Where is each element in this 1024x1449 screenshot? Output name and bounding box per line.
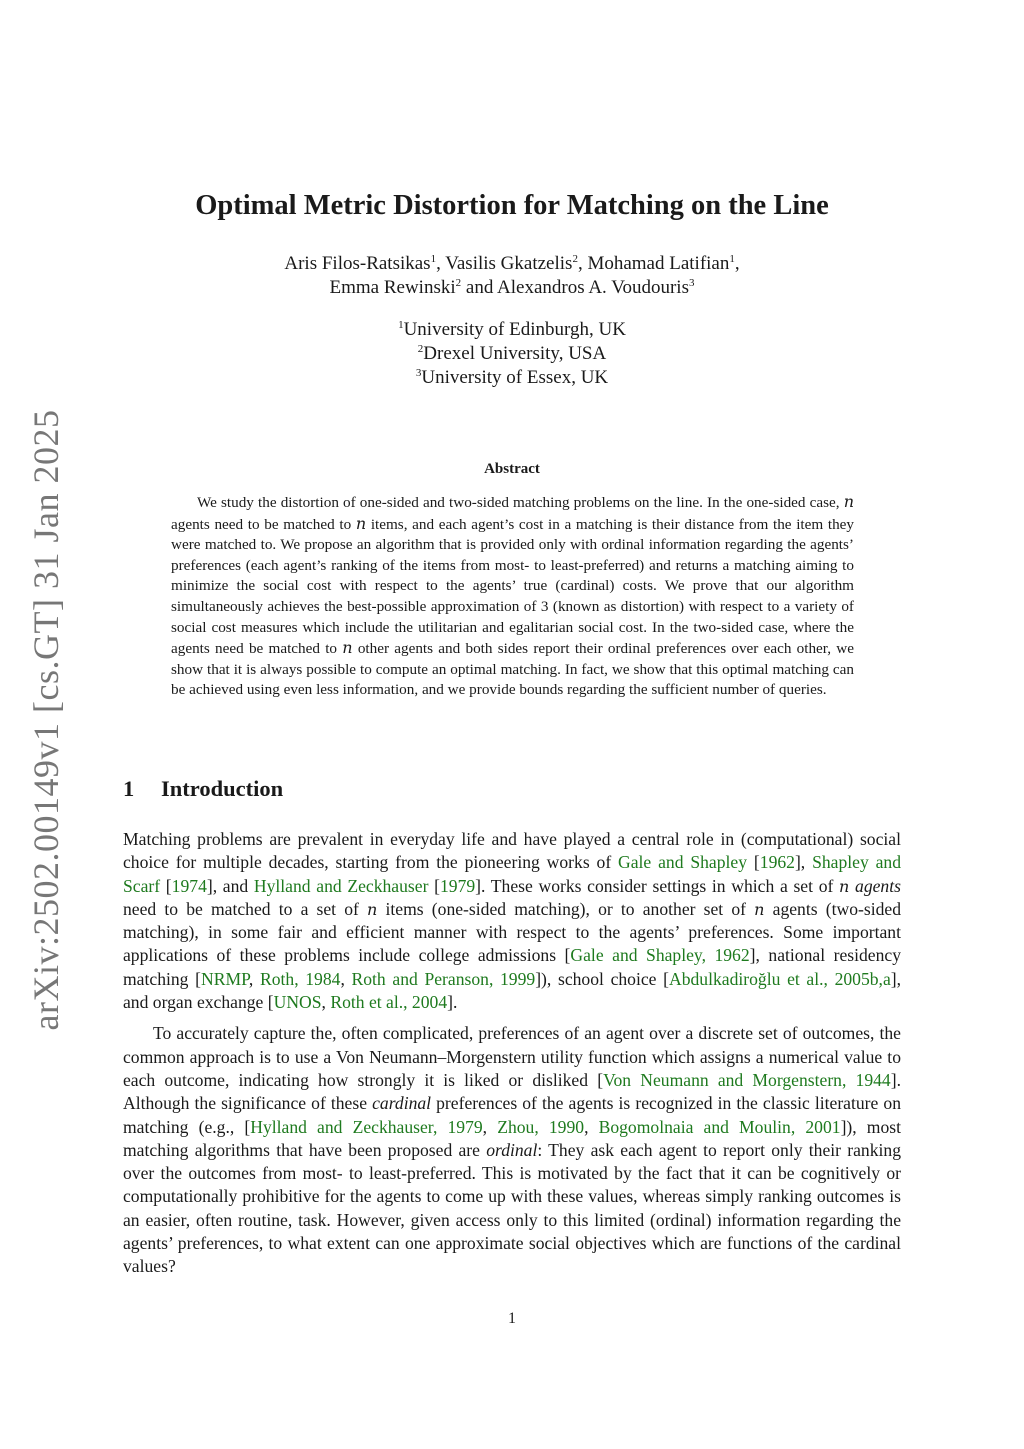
- paragraph: [123, 1022, 901, 1278]
- affiliation-name: University of Edinburgh, UK: [403, 319, 626, 340]
- citation-link[interactable]: Abdulkadiroğlu et al., 2005b,a: [669, 968, 891, 989]
- author-list: [0, 252, 1024, 300]
- text: ]. These works consider settings in which a set of: [475, 875, 840, 896]
- citation-link[interactable]: UNOS: [273, 992, 322, 1013]
- citation-link[interactable]: Roth et al., 2004: [330, 992, 448, 1013]
- affiliation-number: 3: [415, 367, 422, 379]
- citation-link[interactable]: Shapley and Scarf: [123, 852, 902, 896]
- text: ], national residency matching [: [123, 945, 901, 989]
- text: ,: [340, 968, 352, 989]
- citation-link[interactable]: 1974: [171, 875, 207, 896]
- section-title: Introduction: [161, 776, 284, 801]
- text: Matching problems are prevalent in everyday life and have played a central role in (computational) social choice for multiple decades, starting from the pioneering works of: [123, 829, 901, 873]
- text: ,: [248, 968, 260, 989]
- abstract-text: items, and each agent’s cost in a matching is their distance from the item they were matched to. We propose an algorithm that is provided only with ordinal information regarding the agents’ preferences (each agent’s ranking of the items from most- to least-preferred) and returns a matching aiming to minimize the social cost with respect to the agents’ true (cardinal) costs. We prove that our algorithm simultaneously achieves the best-possible approximation of 3 (known as distortion) with respect to a variety of social cost measures which include the utilitarian and egalitarian social cost. In the two-sided case, where the agents need be matched to: [171, 515, 855, 658]
- abstract-text: agents need to be matched to: [171, 515, 356, 533]
- text: ,: [482, 1116, 498, 1137]
- math-variable: n: [843, 492, 854, 511]
- section-heading: [123, 776, 283, 802]
- text: agents (two-sided matching), in some fair and efficient manner with respect to the agents’ preferences. Some important applications of these problems include college admissions [: [123, 898, 901, 966]
- text: ]. Although the significance of these: [123, 1069, 901, 1114]
- affiliation-number: 2: [417, 343, 424, 355]
- citation-link[interactable]: Roth and Peranson, 1999: [351, 968, 536, 989]
- text: ].: [447, 992, 458, 1013]
- page-number: 1: [508, 1310, 516, 1327]
- text: ], and: [206, 875, 254, 896]
- emphasis: ordinal: [486, 1139, 538, 1160]
- author-name: Aris Filos-Ratsikas: [284, 253, 431, 274]
- text: : They ask each agent to report only their ranking over the outcomes from most- to least-preferred. This is motivated by the fact that it can be cognitively or computationally prohibitive for the agents to come up with these values, whereas simply ranking outcomes is an easier, often routine, task. However, given access only to this limited (ordinal) information regarding the agents’ preferences, to what extent can one approximate social objectives which are functions of the cardinal values?: [123, 1139, 901, 1277]
- citation-link[interactable]: Bogomolnaia and Moulin, 2001: [598, 1116, 841, 1137]
- text: ,: [321, 992, 331, 1013]
- citation-link[interactable]: Gale and Shapley, 1962: [570, 945, 750, 966]
- author-separator: and: [461, 277, 498, 298]
- abstract-text: other agents and both sides report their ordinal preferences over each other, we show that it is always possible to compute an optimal matching. In fact, we show that this optimal matching can be achieved using even less information, and we provide bounds regarding the sufficient number of queries.: [171, 640, 854, 699]
- affiliation-name: University of Essex, UK: [421, 367, 609, 388]
- paper-title: Optimal Metric Distortion for Matching on the Line: [195, 190, 829, 221]
- affiliation-number: 1: [398, 319, 404, 331]
- author-name: Mohamad Latifian: [587, 253, 730, 274]
- author-separator: ,: [734, 253, 740, 274]
- citation-link[interactable]: NRMP: [201, 968, 249, 989]
- emphasis: cardinal: [372, 1093, 432, 1114]
- author-separator: ,: [577, 253, 588, 274]
- citation-link[interactable]: Von Neumann and Morgenstern, 1944: [603, 1069, 891, 1090]
- citation-link[interactable]: Zhou, 1990: [497, 1116, 585, 1137]
- text: [: [160, 875, 172, 896]
- citation-link[interactable]: Hylland and Zeckhauser: [253, 875, 429, 896]
- math-variable: n: [355, 513, 367, 533]
- affiliation: [0, 366, 1024, 390]
- author-affiliation-mark: 2: [455, 277, 462, 289]
- citation-link[interactable]: 1962: [759, 852, 795, 873]
- author-affiliation-mark: 1: [430, 253, 437, 265]
- author-name: Emma Rewinski: [329, 277, 456, 298]
- text: ]), most matching algorithms that have been proposed are: [123, 1116, 902, 1160]
- affiliation: [0, 342, 1024, 366]
- author-affiliation-mark: 3: [688, 277, 695, 289]
- citation-link[interactable]: Gale and Shapley: [618, 852, 748, 873]
- abstract-heading: Abstract: [484, 461, 540, 477]
- text: [: [428, 875, 440, 896]
- text: ]), school choice [: [535, 968, 669, 989]
- author-name: Vasilis Gkatzelis: [445, 253, 573, 274]
- text: ], and organ exchange [: [123, 968, 902, 1013]
- math-variable: n: [839, 876, 850, 896]
- emphasis: agents: [849, 875, 901, 896]
- math-variable: n: [367, 899, 378, 919]
- arxiv-identifier: arXiv:2502.00149v1 [cs.GT] 31 Jan 2025: [26, 409, 66, 1031]
- text: preferences of the agents is recognized in the classic literature on matching (e.g., [: [123, 1093, 901, 1137]
- body-text: [123, 828, 901, 1287]
- author-affiliation-mark: 2: [572, 253, 578, 265]
- math-variable: n: [342, 638, 353, 658]
- author-name: Alexandros A. Voudouris: [497, 277, 689, 298]
- citation-link[interactable]: Roth, 1984: [259, 968, 341, 989]
- abstract-paragraph: [171, 492, 854, 701]
- text: ,: [584, 1116, 599, 1137]
- paragraph: [123, 828, 901, 1014]
- author-separator: ,: [436, 253, 446, 274]
- text: ],: [794, 852, 813, 873]
- text: [: [747, 852, 760, 873]
- abstract-body: [171, 492, 854, 701]
- author-affiliation-mark: 1: [729, 253, 735, 265]
- affiliation-list: [0, 318, 1024, 390]
- section-number: 1: [123, 776, 135, 801]
- text: items (one-sided matching), or to another set of: [377, 898, 755, 919]
- affiliation-name: Drexel University, USA: [423, 343, 607, 364]
- citation-link[interactable]: 1979: [439, 875, 476, 896]
- citation-link[interactable]: Hylland and Zeckhauser, 1979: [250, 1116, 483, 1137]
- math-variable: n: [754, 899, 765, 919]
- affiliation: [0, 318, 1024, 342]
- text: To accurately capture the, often complicated, preferences of an agent over a discrete set of outcomes, the common approach is to use a Von Neumann–Morgenstern utility function which assigns a numerical value to each outcome, indicating how strongly it is liked or disliked [: [123, 1023, 901, 1090]
- abstract-text: We study the distortion of one-sided and two-sided matching problems on the line. In the one-sided case,: [197, 494, 844, 511]
- text: need to be matched to a set of: [123, 898, 368, 919]
